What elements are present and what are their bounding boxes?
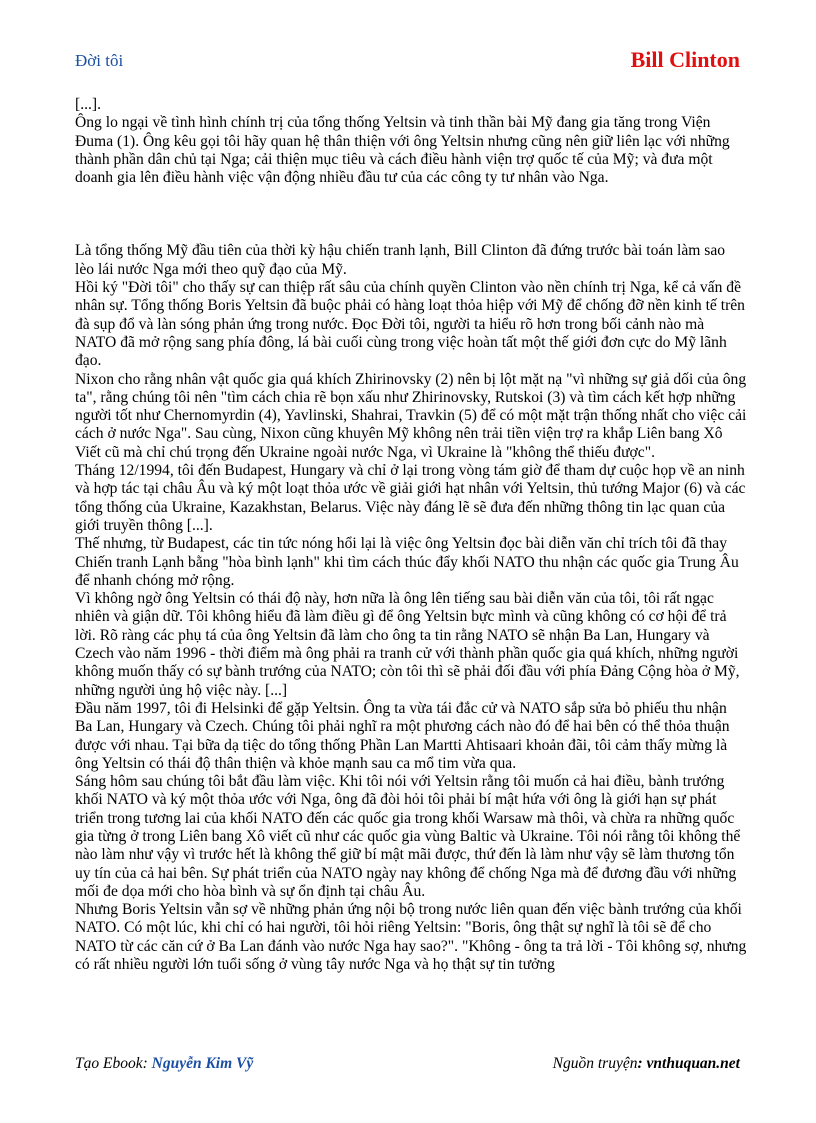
- body-paragraph: Vì không ngờ ông Yeltsin có thái độ này, hơn nữa là ông lên tiếng sau bài diễn văn của tôi, tôi rất ngạc nhiên và giận dữ. Tôi không hiểu đã làm điều gì để ông Yeltsin bực mình và cũng không có cơ hội để trả lời. Rõ ràng các phụ tá của ông Yeltsin đã làm cho ông ta tin rằng NATO sẽ nhận Ba Lan, Hungary và Czech vào năm 1996 - thời điểm mà ông phải ra tranh cử với thành phần quốc gia quá khích, những người không muốn thấy có sự bành trướng của NATO; còn tôi thì sẽ phải đối đầu với phía Đảng Cộng hòa ở Mỹ, những người ủng hộ việc này. [...]: [75, 590, 740, 699]
- author-name: Bill Clinton: [630, 47, 740, 72]
- section-gap: [75, 187, 747, 242]
- ebook-credit: [75, 1055, 253, 1073]
- ebook-label: Tạo Ebook: [75, 1055, 143, 1072]
- ebook-separator: :: [142, 1055, 152, 1072]
- source-separator: :: [637, 1055, 647, 1072]
- intro-paragraph: Ông lo ngại về tình hình chính trị của tổng thống Yeltsin và tinh thần bài Mỹ đang gia tăng trong Viện Đuma (1). Ông kêu gọi tôi hãy quan hệ thân thiện với ông Yeltsin nhưng cũng nên giữ liên lạc với những thành phần dân chủ tại Nga; cải thiện mục tiêu và cách điều hành viện trợ quốc tế của Mỹ; và đưa một doanh gia lên điều hành việc vận động nhiều đầu tư của các công ty tư nhân vào Nga.: [75, 114, 730, 187]
- body-paragraph: Sáng hôm sau chúng tôi bắt đầu làm việc. Khi tôi nói với Yeltsin rằng tôi muốn cả hai điều, bành trướng khối NATO và ký một thỏa ước với Nga, ông đã đòi hỏi tôi phải bí mật hứa với ông là giới hạn sự phát triển trong tương lai của khối NATO đến các quốc gia trong khối Warsaw mà thôi, và chừa ra những quốc gia từng ở trong Liên bang Xô viết cũ như các quốc gia vùng Baltic và Ukraine. Tôi nói rằng tôi không thể nào làm như vậy vì trước hết là không thể giữ bí mật mãi được, thứ đến là làm như vậy sẽ làm thương tổn uy tín của cả hai bên. Sự phát triển của NATO ngày nay không để chống Nga mà để đương đầu với những mối đe dọa mới cho hòa bình và sự ổn định tại châu Âu.: [75, 773, 741, 900]
- body-paragraph: Đầu năm 1997, tôi đi Helsinki để gặp Yeltsin. Ông ta vừa tái đắc cử và NATO sắp sửa bỏ phiếu thu nhận Ba Lan, Hungary và Czech. Chúng tôi phải nghĩ ra một phương cách nào đó để hai bên có thể thỏa thuận được với nhau. Tại bữa dạ tiệc do tổng thống Phần Lan Martti Ahtisaari khoản đãi, tôi cảm thấy mừng là ông Yeltsin có thái độ thân thiện và khỏe mạnh sau ca mổ tim vừa qua.: [75, 699, 730, 772]
- body-paragraph: Nixon cho rằng nhân vật quốc gia quá khích Zhirinovsky (2) nên bị lột mặt nạ "vì những sự giả dối của ông ta", rằng chúng tôi nên "tìm cách chia rẽ bọn xấu như Zhirinovsky, Rutskoi (3) và tìm cách kết hợp những người tốt như Chernomyrdin (4), Yavlinski, Shahrai, Travkin (5) để có một mặt trận thống nhất cho việc cải cách ở nước Nga". Sau cùng, Nixon cũng khuyên Mỹ không nên trải tiền viện trợ ra khắp Liên bang Xô Viết cũ mà chỉ chú trọng đến Ukraine ngoài nước Nga, vì Ukraine là "không thể thiếu được".: [75, 370, 747, 461]
- ebook-author: Nguyễn Kim Vỹ: [151, 1055, 254, 1072]
- body-paragraph: Là tổng thống Mỹ đầu tiên của thời kỳ hậu chiến tranh lạnh, Bill Clinton đã đứng trước bài toán làm sao lèo lái nước Nga mới theo quỹ đạo của Mỹ.: [75, 242, 726, 278]
- intro-paragraph: [...].: [75, 96, 101, 113]
- source-site: vnthuquan.net: [646, 1055, 740, 1072]
- book-title: Đời tôi: [75, 51, 124, 70]
- source-label: Nguồn truyện: [552, 1055, 638, 1072]
- body-paragraph: Nhưng Boris Yeltsin vẫn sợ về những phản ứng nội bộ trong nước liên quan đến việc bành trướng của khối NATO. Có một lúc, khi chỉ có hai người, tôi hỏi riêng Yeltsin: "Boris, ông thật sự nghĩ là tôi sẽ để cho NATO từ các căn cứ ở Ba Lan đánh vào nước Nga hay sao?". "Không - ông ta trả lời - Tôi không sợ, nhưng có rất nhiều người lớn tuổi sống ở vùng tây nước Nga và họ thật sự tin tưởng: [75, 901, 747, 974]
- source-credit: [553, 1055, 740, 1073]
- page-body: [75, 96, 747, 974]
- body-paragraph: Hồi ký "Đời tôi" cho thấy sự can thiệp rất sâu của chính quyền Clinton vào nền chính trị Nga, kể cả vấn đề nhân sự. Tổng thống Boris Yeltsin đã buộc phải có hàng loạt thỏa hiệp với Mỹ để chống đỡ nền kinh tế trên đà sụp đổ và làn sóng phản ứng trong nước. Đọc Đời tôi, người ta hiểu rõ hơn trong bối cảnh nào mà NATO đã mở rộng sang phía đông, lá bài cuối cùng trong việc hoàn tất một thế giới đơn cực do Mỹ lãnh đạo.: [75, 279, 745, 370]
- body-paragraph: Tháng 12/1994, tôi đến Budapest, Hungary và chỉ ở lại trong vòng tám giờ để tham dự cuộc họp về an ninh và hợp tác tại châu Âu và ký một loạt thỏa ước về giải giới hạt nhân với Yeltsin, thủ tướng Major (6) và các tổng thống của Ukraine, Kazakhstan, Belarus. Việc này đáng lẽ sẽ đưa đến những thông tin lạc quan của giới truyền thông [...].: [75, 462, 746, 534]
- body-paragraph: Thế nhưng, từ Budapest, các tin tức nóng hổi lại là việc ông Yeltsin đọc bài diễn văn chỉ trích tôi đã thay Chiến tranh Lạnh bằng "hòa bình lạnh" khi tìm cách thúc đẩy khối NATO thu nhận các quốc gia Trung Âu để nhanh chóng mở rộng.: [75, 535, 739, 589]
